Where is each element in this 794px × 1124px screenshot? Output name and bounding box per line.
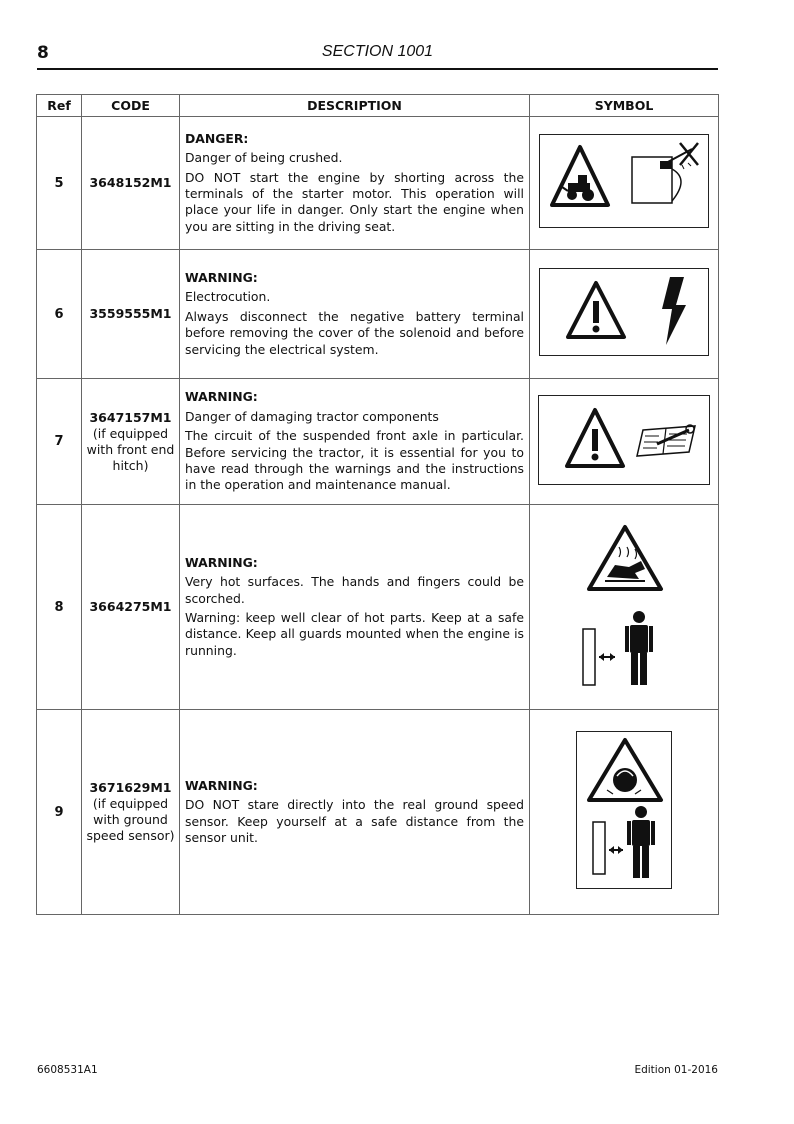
row-code-cell bbox=[82, 505, 180, 710]
symbol-decal bbox=[538, 395, 710, 485]
row-code-cell bbox=[82, 117, 180, 250]
row-code-cell bbox=[82, 379, 180, 505]
page-number: 8 bbox=[37, 43, 49, 63]
table-row bbox=[37, 505, 719, 710]
part-code: 3647157M1 bbox=[89, 409, 172, 425]
safe-distance-person-icon bbox=[583, 611, 653, 685]
hazard-instructions: Always disconnect the negative battery terminal before removing the cover of the solenoid and before servicing the electrical system. bbox=[185, 308, 524, 357]
part-code: 3559555M1 bbox=[89, 306, 172, 321]
row-ref: 9 bbox=[37, 710, 82, 915]
row-code-cell bbox=[82, 250, 180, 379]
row-symbol bbox=[530, 505, 719, 710]
table-row bbox=[37, 710, 719, 915]
hazard-instructions: The circuit of the suspended front axle in particular. Before servicing the tractor, it is essential for you to have read through the warnings and the instructions in the operation and maintenance manual. bbox=[185, 428, 524, 493]
row-symbol bbox=[530, 379, 719, 505]
row-symbol bbox=[530, 117, 719, 250]
row-description bbox=[180, 250, 530, 379]
part-code-note: (if equipped with front end hitch) bbox=[86, 425, 175, 473]
safety-labels-table bbox=[36, 94, 719, 915]
manual-book-icon bbox=[637, 425, 695, 456]
row-ref: 7 bbox=[37, 379, 82, 505]
table-row bbox=[37, 379, 719, 505]
safe-distance-person-icon bbox=[593, 806, 655, 878]
hazard-instructions: DO NOT stare directly into the real ground speed sensor. Keep yourself at a safe distance from the sensor unit. bbox=[185, 797, 524, 845]
hazard-instructions: Warning: keep well clear of hot parts. Keep at a safe distance. Keep all guards mounted when the engine is running. bbox=[185, 610, 524, 658]
hazard-level: WARNING: bbox=[185, 389, 258, 405]
hazard-summary: Electrocution. bbox=[185, 289, 271, 305]
column-header-ref: Ref bbox=[37, 95, 82, 117]
row-description bbox=[180, 117, 530, 250]
column-header-description: DESCRIPTION bbox=[180, 95, 530, 117]
row-description bbox=[180, 379, 530, 505]
hazard-summary: Very hot surfaces. The hands and fingers could be scorched. bbox=[185, 574, 524, 606]
hazard-level: DANGER: bbox=[185, 130, 249, 146]
hot-surface-triangle-icon bbox=[589, 527, 661, 589]
warning-triangle-exclamation-icon bbox=[567, 410, 623, 466]
row-symbol bbox=[530, 250, 719, 379]
row-code-cell bbox=[82, 710, 180, 915]
symbol-decal bbox=[576, 731, 672, 889]
row-description bbox=[180, 710, 530, 915]
part-code: 3648152M1 bbox=[89, 175, 172, 190]
document-number: 6608531A1 bbox=[37, 1064, 98, 1076]
lightning-bolt-icon bbox=[662, 277, 686, 345]
hazard-level: WARNING: bbox=[185, 554, 258, 570]
row-symbol bbox=[530, 710, 719, 915]
column-header-symbol: SYMBOL bbox=[530, 95, 719, 117]
section-title: SECTION 1001 bbox=[321, 43, 434, 60]
page-header bbox=[37, 40, 718, 70]
warning-triangle-exclamation-icon bbox=[568, 283, 624, 337]
hazard-summary: Danger of damaging tractor components bbox=[185, 408, 439, 424]
part-code-note: (if equipped with ground speed sensor) bbox=[86, 796, 175, 843]
part-code: 3664275M1 bbox=[89, 599, 172, 614]
hazard-summary: Danger of being crushed. bbox=[185, 150, 343, 166]
warning-triangle-crush-icon bbox=[552, 147, 608, 205]
symbol-decal bbox=[539, 268, 709, 356]
symbol-decal bbox=[539, 134, 709, 228]
row-description bbox=[180, 505, 530, 710]
edition-label: Edition 01-2016 bbox=[634, 1064, 718, 1076]
row-ref: 5 bbox=[37, 117, 82, 250]
starter-motor-short-icon bbox=[632, 143, 698, 203]
hazard-level: WARNING: bbox=[185, 269, 258, 285]
radar-sensor-triangle-icon bbox=[589, 740, 661, 800]
table-row bbox=[37, 250, 719, 379]
hazard-level: WARNING: bbox=[185, 777, 258, 793]
table-header-row bbox=[37, 95, 719, 117]
table-row bbox=[37, 117, 719, 250]
column-header-code: CODE bbox=[82, 95, 180, 117]
hazard-instructions: DO NOT start the engine by shorting across the terminals of the starter motor. This operation will place your life in danger. Only start the engine when you are sitting in the driving seat. bbox=[185, 169, 524, 234]
row-ref: 8 bbox=[37, 505, 82, 710]
part-code: 3671629M1 bbox=[89, 780, 172, 795]
row-ref: 6 bbox=[37, 250, 82, 379]
